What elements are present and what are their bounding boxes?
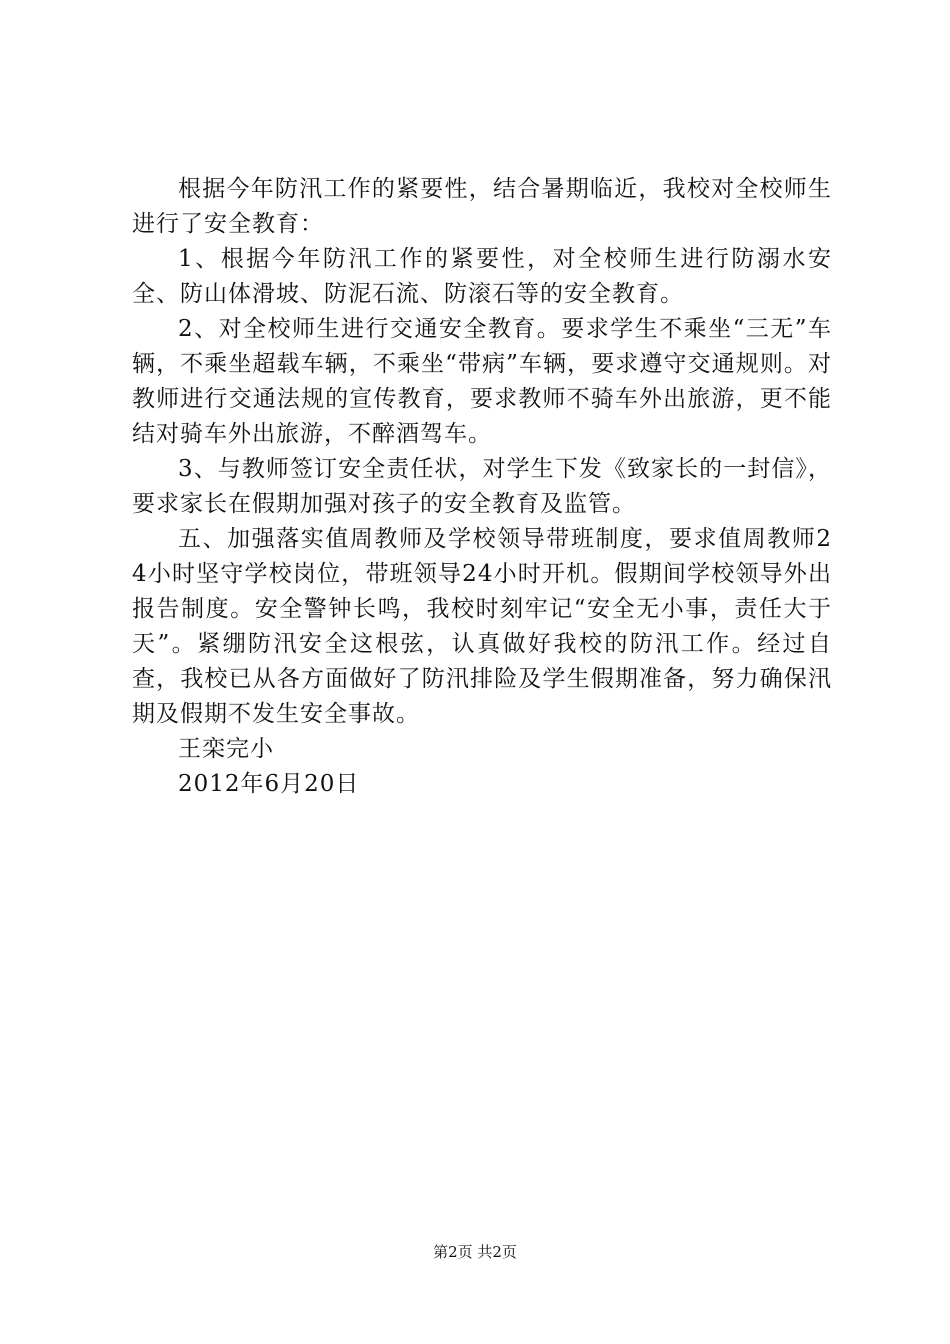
- page-number-footer: 第2页 共2页: [433, 1243, 517, 1261]
- signature: 王栾完小: [178, 736, 274, 762]
- intro-paragraph: 根据今年防汛工作的紧要性，结合暑期临近，我校对全校师生进行了安全教育：: [132, 176, 832, 237]
- date: 2012年6月20日: [178, 771, 360, 797]
- item-3-paragraph: 3、与教师签订安全责任状，对学生下发《致家长的一封信》，要求家长在假期加强对孩子的安全教育及监管。: [132, 456, 832, 517]
- item-2-paragraph: 2、对全校师生进行交通安全教育。要求学生不乘坐“三无”车辆，不乘坐超载车辆，不乘坐“带病”车辆，要求遵守交通规则。对教师进行交通法规的宣传教育，要求教师不骑车外出旅游，更不能结对骑车外出旅游，不醉酒驾车。: [132, 316, 832, 447]
- item-5-paragraph: 五、加强落实值周教师及学校领导带班制度，要求值周教师24小时坚守学校岗位，带班领导24小时开机。假期间学校领导外出报告制度。安全警钟长鸣，我校时刻牢记“安全无小事，责任大于天”。紧绷防汛安全这根弦，认真做好我校的防汛工作。经过自查，我校已从各方面做好了防汛排险及学生假期准备，努力确保汛期及假期不发生安全事故。: [132, 526, 832, 727]
- document-body: [132, 172, 832, 802]
- item-1-paragraph: 1、根据今年防汛工作的紧要性，对全校师生进行防溺水安全、防山体滑坡、防泥石流、防滚石等的安全教育。: [132, 246, 832, 307]
